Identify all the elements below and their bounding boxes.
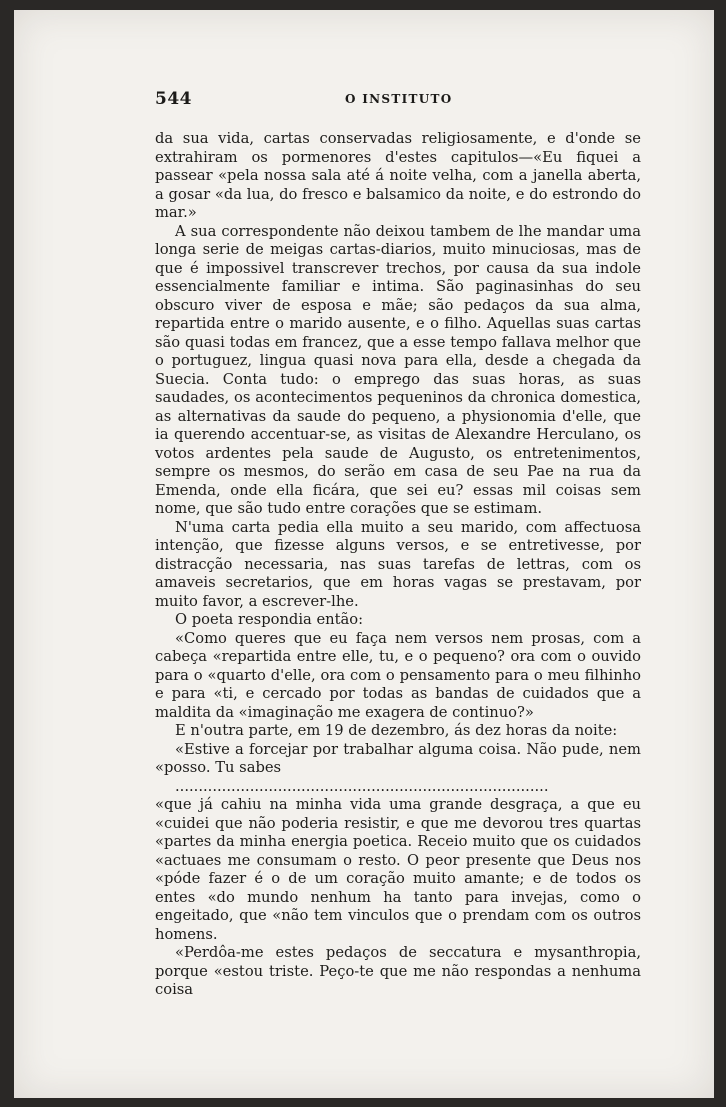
quote-forcejar	[155, 741, 641, 797]
body-text	[155, 130, 641, 1000]
page-number: 544	[155, 89, 192, 109]
book-page	[14, 10, 714, 1098]
quote-forcejar-text: «Estive a forcejar por trabalhar alguma coisa. Não pude, nem «posso. Tu sabes	[155, 740, 641, 776]
paragraph-date-intro: E n'outra parte, em 19 de dezembro, ás dez horas da noite:	[175, 722, 618, 739]
paragraph-correspondence: A sua correspondente não deixou tambem de lhe mandar uma longa serie de meigas cartas-diarios, muito minuciosas, mas de que é impossivel transcrever trechos, por causa da sua indole essencialmente familiar e intima. São paginasinhas do seu obscuro viver de esposa e mãe; são pedaços da sua alma, repartida entre o marido ausente, e o filho. Aquellas suas cartas são quasi todas em francez, que a esse tempo fallava melhor que o portuguez, lingua quasi nova para ella, desde a chegada da Suecia. Conta tudo: o emprego das suas horas, as suas saudades, os acontecimentos pequeninos da chronica domestica, as alternativas da saude do pequeno, a physionomia d'elle, que ia querendo accentuar-se, as visitas de Alexandre Herculano, os votos ardentes pela saude de Augusto, os entretenimentos, sempre os mesmos, do serão em casa de seu Pae na rua da Emenda, onde ella ficára, que sei eu? essas mil coisas sem nome, que são tudo entre corações que se estimam.	[155, 222, 641, 517]
paragraph-continuation: da sua vida, cartas conservadas religiosamente, e d'onde se extrahiram os pormenores d'estes capitulos—«Eu fiquei a passear «pela nossa sala até á noite velha, com a janella aberta, a gosar «da lua, do fresco e balsamico da noite, e do estrondo do mar.»	[155, 130, 641, 221]
quote-perdoa: «Perdôa-me estes pedaços de seccatura e mysanthropia, porque «estou triste. Peço-te que me não respondas a nenhuma coisa	[155, 944, 641, 998]
page-header	[155, 89, 641, 111]
paragraph-request: N'uma carta pedia ella muito a seu marido, com affectuosa intenção, que fizesse alguns versos, e se entretivesse, por distracção necessaria, nas suas tarefas de lettras, com os amaveis secretarios, que em horas vagas se prestavam, por muito favor, a escrever-lhe.	[155, 518, 641, 610]
dot-leader: ................................................................................	[175, 777, 549, 795]
quote-verses: «Como queres que eu faça nem versos nem prosas, com a cabeça «repartida entre elle, tu, e o pequeno? ora com o ouvido para o «quarto d'elle, ora com o pensamento para o meu filhinho e para «ti, e cercado por todas as bandas de cuidados que a maldita da «imaginação me exagera de continuo?»	[155, 629, 641, 721]
running-title: O INSTITUTO	[345, 92, 453, 106]
quote-desgraca: «que já cahiu na minha vida uma grande desgraça, a que eu «cuidei que não poderia resistir, e que me devorou tres quartas «partes da minha energia poetica. Receio muito que os cuidados «actuaes me consumam o resto. O peor presente que Deus nos «póde fazer é o de um coração muito amante; e de todos os entes «do mundo nenhum ha tanto para invejas, como o engeitado, que «não tem vinculos que o prendam com os outros homens.	[155, 796, 641, 943]
paragraph-poet-answer-intro: O poeta respondia então:	[175, 611, 364, 628]
